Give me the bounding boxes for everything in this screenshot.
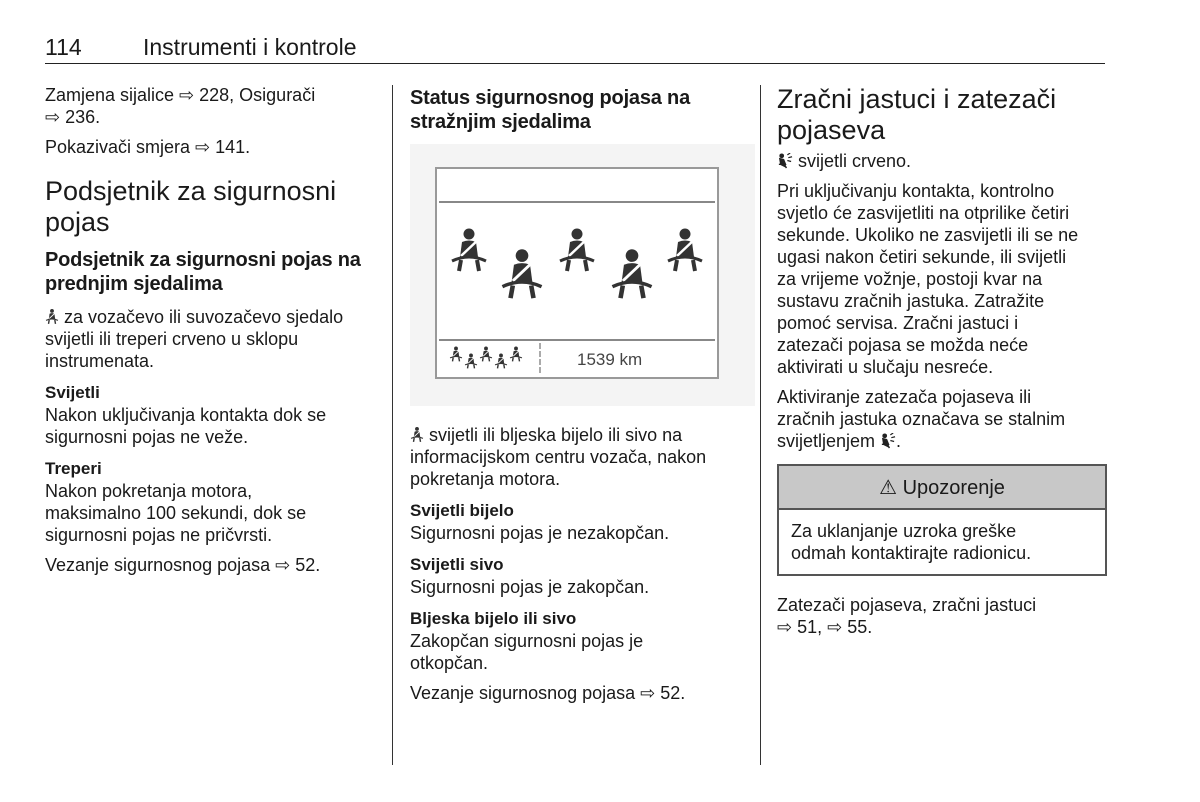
column-1 — [45, 84, 390, 584]
seatbelt-status-mini-icons — [449, 346, 529, 370]
seatbelt-icon — [665, 227, 705, 273]
cross-reference: Zamjena sijalice ⇨ 228, Osigurači ⇨ 236. — [45, 85, 316, 127]
driver-info-display — [435, 167, 719, 379]
column-2 — [410, 84, 755, 712]
odometer-reading: 1539 km — [577, 350, 643, 369]
column-divider — [392, 85, 393, 765]
cross-reference: Vezanje sigurnosnog pojasa ⇨ 52. — [410, 683, 686, 703]
seatbelt-icon — [557, 227, 597, 273]
term-heading: Treperi — [45, 459, 102, 478]
paragraph: Sigurnosni pojas je zakopčan. — [410, 577, 650, 597]
column-3 — [777, 84, 1107, 646]
paragraph: svijetli ili bljeska bijelo ili sivo na informacijskom centru vozača, nakon pokretanja motora. — [410, 425, 707, 489]
seatbelt-icon — [45, 308, 59, 325]
subsection-heading: Status sigurnosnog pojasa na stražnjim sjedalima — [410, 87, 690, 133]
seatbelt-status-figure — [410, 144, 755, 406]
seatbelt-icon — [609, 247, 655, 301]
term-heading: Svijetli — [45, 383, 100, 402]
seatbelt-icon — [499, 247, 545, 301]
cross-reference: Pokazivači smjera ⇨ 141. — [45, 137, 251, 157]
section-title: Instrumenti i kontrole — [143, 34, 357, 60]
seatbelt-icon — [410, 426, 424, 443]
warning-title: ⚠ Upozorenje — [779, 466, 1105, 510]
paragraph: Nakon uključivanja kontakta dok se sigurnosni pojas ne veže. — [45, 405, 327, 447]
section-heading: Zračni jastuci i zatezači pojaseva — [777, 84, 1057, 145]
term-heading: Svijetli sivo — [410, 555, 504, 574]
term-heading: Bljeska bijelo ili sivo — [410, 609, 577, 628]
airbag-icon — [777, 153, 793, 169]
header-rule — [45, 63, 1105, 64]
column-divider — [760, 85, 761, 765]
paragraph: Pri uključivanju kontakta, kontrolno svjetlo će zasvijetliti na otprilike četiri sekunde. Ukoliko ne zasvijetli ili se ne ugasi nakon četiri sekunde, ili svijetli za vrijeme vožnje, postoji kvar na sustavu zračnih jastuka. Zatražite pomoć servisa. Zračni jastuci i zatezači pojasa se možda neće aktivirati u slučaju nesreće. — [777, 181, 1079, 377]
page-header — [45, 34, 356, 61]
paragraph: svijetli crveno. — [777, 150, 1107, 172]
paragraph: Aktiviranje zatezača pojaseva ili zračnih jastuka označava se stalnim svijetljenjem . — [777, 387, 1066, 451]
cross-reference: Vezanje sigurnosnog pojasa ⇨ 52. — [45, 555, 321, 575]
paragraph: Zakopčan sigurnosni pojas je otkopčan. — [410, 631, 644, 673]
cross-reference: Zatezači pojaseva, zračni jastuci ⇨ 51, ⇨ 55. — [777, 595, 1037, 637]
section-heading: Podsjetnik za sigurnosni pojas — [45, 176, 337, 237]
paragraph: Nakon pokretanja motora, maksimalno 100 sekundi, dok se sigurnosni pojas ne pričvrsti. — [45, 481, 307, 545]
warning-box — [777, 464, 1107, 576]
subsection-heading: Podsjetnik za sigurnosni pojas na prednjim sjedalima — [45, 249, 361, 295]
airbag-icon — [880, 433, 896, 449]
page-number: 114 — [45, 34, 82, 60]
paragraph: za vozačevo ili suvozačevo sjedalo svijetli ili treperi crveno u sklopu instrumenata. — [45, 307, 344, 371]
term-heading: Svijetli bijelo — [410, 501, 514, 520]
warning-text: Za uklanjanje uzroka greške odmah kontaktirajte radionicu. — [791, 521, 1032, 563]
paragraph: Sigurnosni pojas je nezakopčan. — [410, 523, 670, 543]
seatbelt-icon — [449, 227, 489, 273]
